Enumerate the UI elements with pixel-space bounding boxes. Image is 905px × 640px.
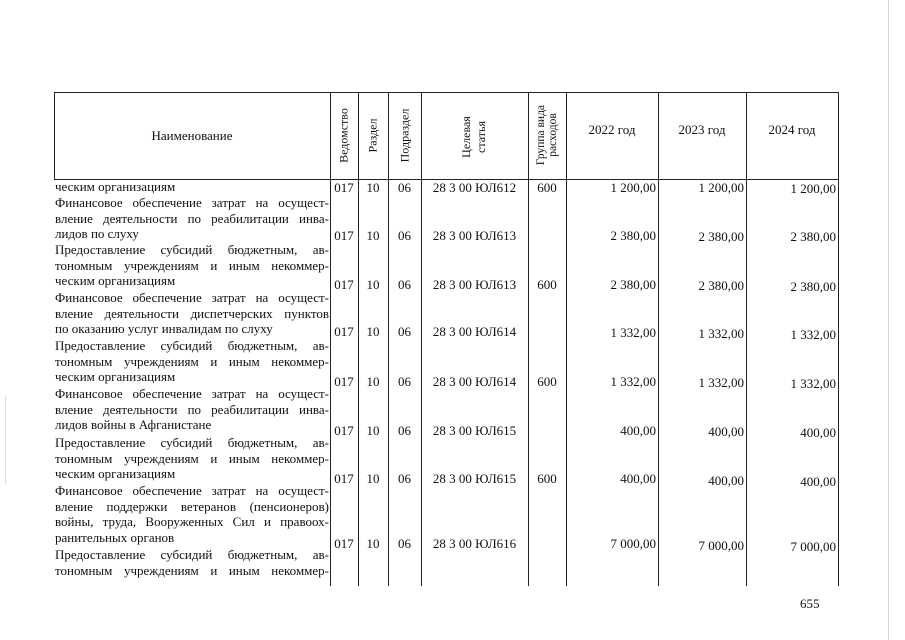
header-target-line2: статья <box>474 121 488 153</box>
header-name: Наименование <box>151 128 233 143</box>
header-group <box>535 95 559 175</box>
row-2-2023: 2 380,00 <box>698 278 744 293</box>
row-2-name-line-2: ческим организациям <box>55 273 176 289</box>
row-2-name <box>55 242 329 289</box>
row-1-name-line-2: лидов по слуху <box>55 226 139 242</box>
row-4-name <box>55 338 329 385</box>
row-1-section: 10 <box>366 228 380 243</box>
row-5-2023: 400,00 <box>708 424 744 439</box>
row-7-subsection: 06 <box>398 536 411 551</box>
row-4-subsection: 06 <box>398 374 411 389</box>
header-group-line1: Группа вида <box>535 104 547 166</box>
row-5-name <box>55 386 329 433</box>
row-3-name <box>55 290 329 337</box>
row-1-2023: 2 380,00 <box>698 229 744 244</box>
budget-table <box>54 92 839 586</box>
row-4-section: 10 <box>366 374 380 389</box>
header-2023: 2023 год <box>678 122 726 137</box>
page-number: 655 <box>800 596 820 611</box>
header-2022: 2022 год <box>588 122 636 137</box>
row-4-target: 28 3 00 ЮЛ614 <box>432 374 517 389</box>
row-4-name-line-2: ческим организациям <box>55 369 176 385</box>
row-1-name-line-0: Финансовое обеспечение затрат на осущест- <box>55 195 329 210</box>
col-border-5 <box>528 92 529 586</box>
row-5-name-line-0: Финансовое обеспечение затрат на осущест- <box>55 386 329 401</box>
row-1-subsection: 06 <box>398 228 411 243</box>
row-3-2022: 1 332,00 <box>610 325 656 340</box>
row-2-name-line-1: тономным учреждениям и иным некоммер- <box>55 257 329 273</box>
col-border-9 <box>838 92 839 586</box>
header-target-line1: Целевая <box>459 116 473 158</box>
row-5-section: 10 <box>366 423 380 438</box>
row-4-2024: 1 332,00 <box>790 376 836 391</box>
row-0-name <box>55 179 329 195</box>
row-2-subsection: 06 <box>398 277 411 292</box>
row-5-target: 28 3 00 ЮЛ615 <box>432 423 517 438</box>
row-3-name-line-1: вление деятельности диспетчерских пунктов <box>55 305 329 321</box>
row-7-name-line-2: войны, труда, Вооруженных Сил и правоох- <box>55 514 329 530</box>
header-2024: 2024 год <box>768 122 816 137</box>
row-1-target: 28 3 00 ЮЛ613 <box>432 228 517 243</box>
row-3-target: 28 3 00 ЮЛ614 <box>432 324 517 339</box>
row-4-2022: 1 332,00 <box>610 374 656 389</box>
row-2-dept: 017 <box>334 277 354 292</box>
row-7-name-line-1: вление поддержки ветеранов (пенсионеров) <box>55 498 329 514</box>
row-6-2024: 400,00 <box>800 474 836 489</box>
row-5-dept: 017 <box>334 423 354 438</box>
row-7-name <box>55 483 329 546</box>
row-8-name-line-1: тономным учреждениям и иным некоммер- <box>55 562 329 578</box>
row-0-2022: 1 200,00 <box>610 180 656 195</box>
row-0-name-line-0: ческим организациям <box>55 179 176 194</box>
col-border-3 <box>388 92 389 586</box>
col-border-1 <box>330 92 331 586</box>
row-6-subsection: 06 <box>398 471 411 486</box>
row-5-2024: 400,00 <box>800 425 836 440</box>
row-8-name <box>55 547 329 578</box>
row-7-2024: 7 000,00 <box>790 539 836 554</box>
header-dept: Ведомство <box>336 108 351 163</box>
row-6-2023: 400,00 <box>708 473 744 488</box>
row-7-2023: 7 000,00 <box>698 538 744 553</box>
col-border-4 <box>421 92 422 586</box>
row-7-name-line-0: Финансовое обеспечение затрат на осущест- <box>55 483 329 498</box>
row-6-dept: 017 <box>334 471 354 486</box>
header-subsection: Подраздел <box>397 108 412 163</box>
row-3-dept: 017 <box>334 324 354 339</box>
row-6-name-line-1: тономным учреждениям и иным некоммер- <box>55 450 329 466</box>
row-4-name-line-1: тономным учреждениям и иным некоммер- <box>55 353 329 369</box>
row-6-section: 10 <box>366 471 380 486</box>
row-1-2024: 2 380,00 <box>790 229 836 244</box>
row-2-group: 600 <box>537 277 557 292</box>
scan-mark <box>5 395 6 485</box>
row-0-group: 600 <box>537 180 557 195</box>
row-3-name-line-2: по оказанию услуг инвалидам по слуху <box>55 321 273 337</box>
page-edge-shadow <box>888 0 889 640</box>
row-5-name-line-2: лидов войны в Афганистане <box>55 417 212 433</box>
row-4-name-line-0: Предоставление субсидий бюджетным, ав- <box>55 338 329 353</box>
row-2-name-line-0: Предоставление субсидий бюджетным, ав- <box>55 242 329 257</box>
row-6-2022: 400,00 <box>620 471 656 486</box>
row-7-target: 28 3 00 ЮЛ616 <box>432 536 517 551</box>
col-border-2 <box>358 92 359 586</box>
row-6-name-line-0: Предоставление субсидий бюджетным, ав- <box>55 435 329 450</box>
row-5-subsection: 06 <box>398 423 411 438</box>
row-6-group: 600 <box>537 471 557 486</box>
table-top-border <box>54 92 839 93</box>
row-3-subsection: 06 <box>398 324 411 339</box>
row-4-group: 600 <box>537 374 557 389</box>
row-2-2024: 2 380,00 <box>790 279 836 294</box>
row-2-section: 10 <box>366 277 380 292</box>
header-group-line2: расходов <box>547 113 559 157</box>
row-5-name-line-1: вление деятельности по реабилитации инва- <box>55 401 329 417</box>
row-0-dept: 017 <box>334 180 354 195</box>
row-3-section: 10 <box>366 324 380 339</box>
row-2-target: 28 3 00 ЮЛ613 <box>432 277 517 292</box>
row-1-2022: 2 380,00 <box>610 228 656 243</box>
header-target <box>459 97 489 177</box>
row-7-dept: 017 <box>334 536 354 551</box>
row-5-2022: 400,00 <box>620 423 656 438</box>
row-6-target: 28 3 00 ЮЛ615 <box>432 471 517 486</box>
row-3-2023: 1 332,00 <box>698 326 744 341</box>
row-0-target: 28 3 00 ЮЛ612 <box>432 180 517 195</box>
row-7-2022: 7 000,00 <box>610 536 656 551</box>
row-6-name <box>55 435 329 482</box>
row-3-2024: 1 332,00 <box>790 327 836 342</box>
header-section: Раздел <box>365 118 380 153</box>
row-1-name <box>55 195 329 242</box>
row-0-section: 10 <box>366 180 380 195</box>
row-0-2023: 1 200,00 <box>698 180 744 195</box>
row-8-name-line-0: Предоставление субсидий бюджетным, ав- <box>55 547 329 562</box>
row-7-section: 10 <box>366 536 380 551</box>
row-7-name-line-3: ранительных органов <box>55 530 175 546</box>
row-0-2024: 1 200,00 <box>790 181 836 196</box>
row-4-dept: 017 <box>334 374 354 389</box>
row-6-name-line-2: ческим организациям <box>55 466 176 482</box>
row-2-2022: 2 380,00 <box>610 277 656 292</box>
row-3-name-line-0: Финансовое обеспечение затрат на осущест- <box>55 290 329 305</box>
row-1-name-line-1: вление деятельности по реабилитации инва- <box>55 210 329 226</box>
row-0-subsection: 06 <box>398 180 411 195</box>
row-1-dept: 017 <box>334 228 354 243</box>
row-4-2023: 1 332,00 <box>698 375 744 390</box>
